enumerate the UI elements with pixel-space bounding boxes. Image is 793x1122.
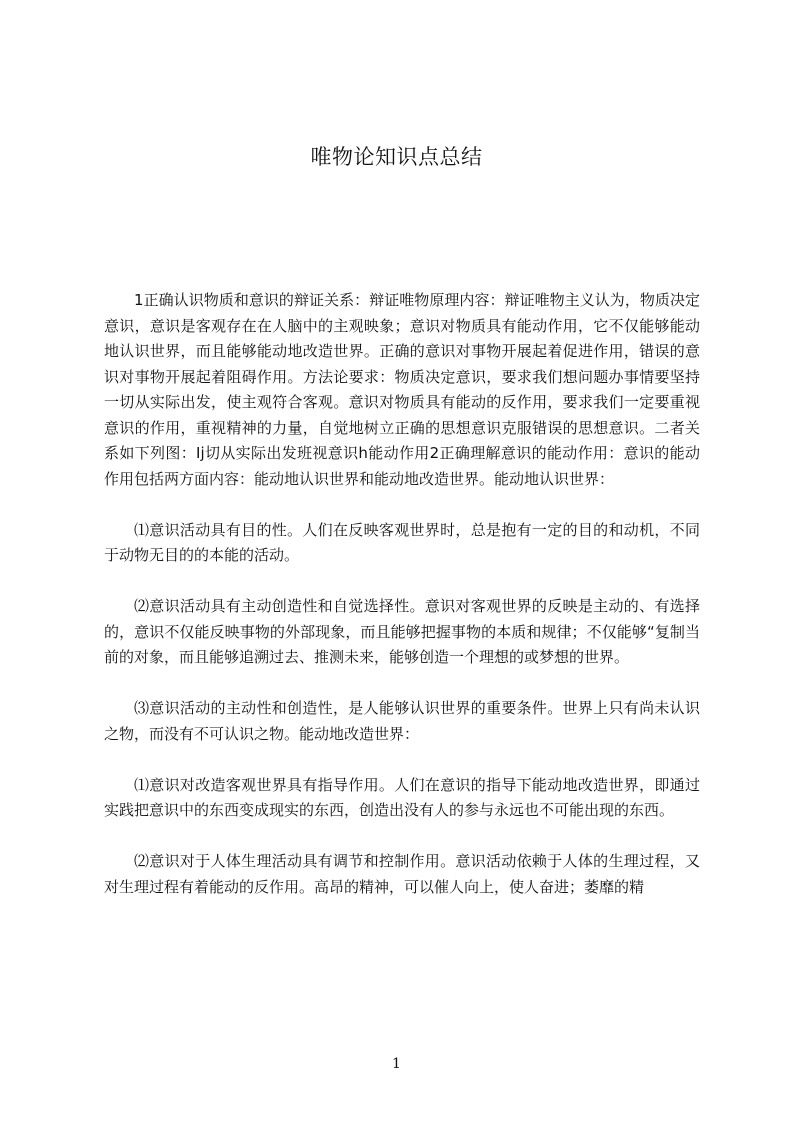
paragraph-cognition-condition: ⑶意识活动的主动性和创造性，是人能够认识世界的重要条件。世界上只有尚未认识之物，而没有不可认识之物。能动地改造世界： <box>104 699 700 743</box>
paragraph-intro: 1正确认识物质和意识的辩证关系：辩证唯物原理内容：辩证唯物主义认为，物质决定意识，意识是客观存在在人脑中的主观映象；意识对物质具有能动作用，它不仅能够能动地认识世界，而且能够能动地改造世界。正确的意识对事物开展起着促进作用，错误的意识对事物开展起着阻碍作用。方法论要求：物质决定意识，要求我们想问题办事情要坚持一切从实际出发，使主观符合客观。意识对物质具有能动的反作用，要求我们一定要重视意识的作用，重视精神的力量，自觉地树立正确的思想意识克服错误的思想意识。二者关系如下列图：Ij切从实际出发班视意识h能动作用2正确理解意识的能动作用：意识的能动作用包括两方面内容：能动地认识世界和能动地改造世界。能动地认识世界： <box>104 291 700 488</box>
page-number: 1 <box>392 1056 401 1072</box>
paragraph-purposiveness: ⑴意识活动具有目的性。人们在反映客观世界时，总是抱有一定的目的和动机，不同于动物无目的的本能的活动。 <box>104 520 700 564</box>
paragraph-regulation: ⑵意识对于人体生理活动具有调节和控制作用。意识活动依赖于人体的生理过程，又对生理过程有着能动的反作用。高昂的精神，可以催人向上，使人奋进；萎靡的精 <box>104 852 700 896</box>
paragraph-guidance: ⑴意识对改造客观世界具有指导作用。人们在意识的指导下能动地改造世界，即通过实践把意识中的东西变成现实的东西，创造出没有人的参与永远也不可能出现的东西。 <box>104 775 700 819</box>
document-body <box>104 288 700 900</box>
page-title: 唯物论知识点总结 <box>310 145 483 169</box>
paragraph-creativity: ⑵意识活动具有主动创造性和自觉选择性。意识对客观世界的反映是主动的、有选择的，意识不仅能反映事物的外部现象，而且能够把握事物的本质和规律；不仅能够“复制当前的对象，而且能够追溯过去、推测未来，能够创造一个理想的或梦想的世界。 <box>104 597 700 666</box>
